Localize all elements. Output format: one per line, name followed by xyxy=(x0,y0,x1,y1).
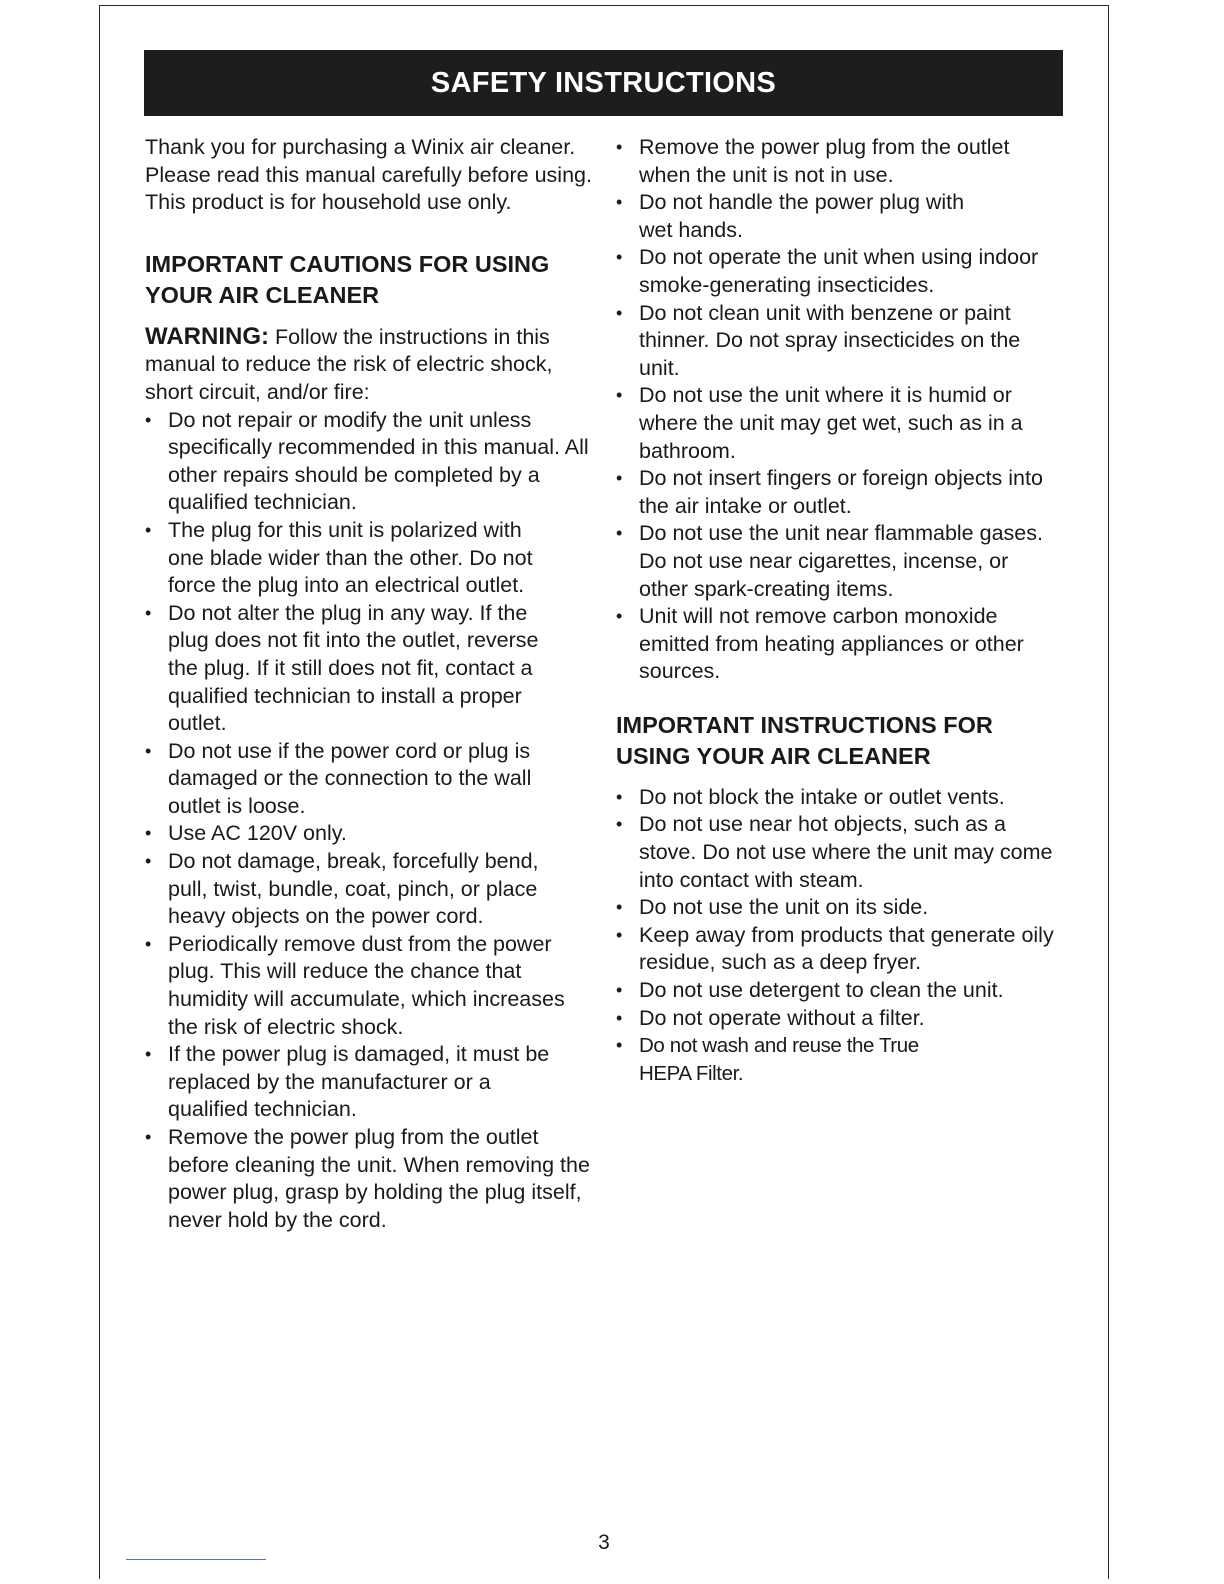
list-item: • Do not damage, break, forcefully bend, pull, twist, bundle, coat, pinch, or place heavy objects on the power cord. xyxy=(145,848,600,931)
cautions-list-continued xyxy=(616,134,1056,686)
list-item: • The plug for this unit is polarized with one blade wider than the other. Do not force the plug into an electrical outlet. xyxy=(145,517,600,600)
warning-label: WARNING: xyxy=(145,322,269,350)
list-item: • Do not insert fingers or foreign objects into the air intake or outlet. xyxy=(616,465,1056,520)
list-item: • Periodically remove dust from the power plug. This will reduce the chance that humidity will accumulate, which increases the risk of electric shock. xyxy=(145,931,600,1041)
right-column xyxy=(616,134,1056,1087)
list-item: • Do not operate without a filter. xyxy=(616,1005,1056,1033)
warning-text: Follow the instructions in this manual to reduce the risk of electric shock, short circuit, and/or fire: xyxy=(145,324,553,404)
list-item: • If the power plug is damaged, it must be replaced by the manufacturer or a qualified technician. xyxy=(145,1041,600,1124)
list-item: • Do not wash and reuse the True HEPA Filter. xyxy=(616,1032,1056,1087)
left-column xyxy=(145,134,600,1234)
list-item: • Remove the power plug from the outlet when the unit is not in use. xyxy=(616,134,1056,189)
page-number: 3 xyxy=(598,1531,610,1554)
list-item: • Do not block the intake or outlet vents. xyxy=(616,784,1056,812)
intro-paragraph: Thank you for purchasing a Winix air cleaner. Please read this manual carefully before using. This product is for household use only. xyxy=(145,135,592,215)
cautions-heading: IMPORTANT CAUTIONS FOR USING YOUR AIR CLEANER xyxy=(145,250,550,308)
list-item: • Do not operate the unit when using indoor smoke-generating insecticides. xyxy=(616,244,1056,299)
list-item: • Do not use if the power cord or plug is damaged or the connection to the wall outlet is loose. xyxy=(145,738,600,821)
footer-underline xyxy=(126,1559,266,1560)
list-item: • Do not repair or modify the unit unless specifically recommended in this manual. All other repairs should be completed by a qualified technician. xyxy=(145,407,600,517)
list-item: • Remove the power plug from the outlet before cleaning the unit. When removing the power plug, grasp by holding the plug itself, never hold by the cord. xyxy=(145,1124,600,1234)
section-banner xyxy=(144,50,1063,116)
banner-title: SAFETY INSTRUCTIONS xyxy=(430,66,777,99)
list-item: • Do not alter the plug in any way. If the plug does not fit into the outlet, reverse the plug. If it still does not fit, contact a qualified technician to install a proper outlet. xyxy=(145,600,600,738)
list-item: • Do not clean unit with benzene or paint thinner. Do not spray insecticides on the unit. xyxy=(616,300,1056,383)
list-item: • Use AC 120V only. xyxy=(145,820,600,848)
instructions-heading: IMPORTANT INSTRUCTIONS FOR USING YOUR AIR CLEANER xyxy=(616,711,993,769)
list-item: • Do not handle the power plug with wet hands. xyxy=(616,189,1056,244)
instructions-list xyxy=(616,784,1056,1088)
list-item: • Keep away from products that generate oily residue, such as a deep fryer. xyxy=(616,922,1056,977)
list-item: • Unit will not remove carbon monoxide emitted from heating appliances or other sources. xyxy=(616,603,1056,686)
cautions-list xyxy=(145,407,600,1235)
list-item: • Do not use near hot objects, such as a stove. Do not use where the unit may come into contact with steam. xyxy=(616,811,1056,894)
list-item: • Do not use the unit on its side. xyxy=(616,894,1056,922)
list-item: • Do not use the unit where it is humid or where the unit may get wet, such as in a bathroom. xyxy=(616,382,1056,465)
list-item: • Do not use the unit near flammable gases. Do not use near cigarettes, incense, or other spark-creating items. xyxy=(616,520,1056,603)
warning-paragraph xyxy=(145,323,600,407)
list-item: • Do not use detergent to clean the unit. xyxy=(616,977,1056,1005)
